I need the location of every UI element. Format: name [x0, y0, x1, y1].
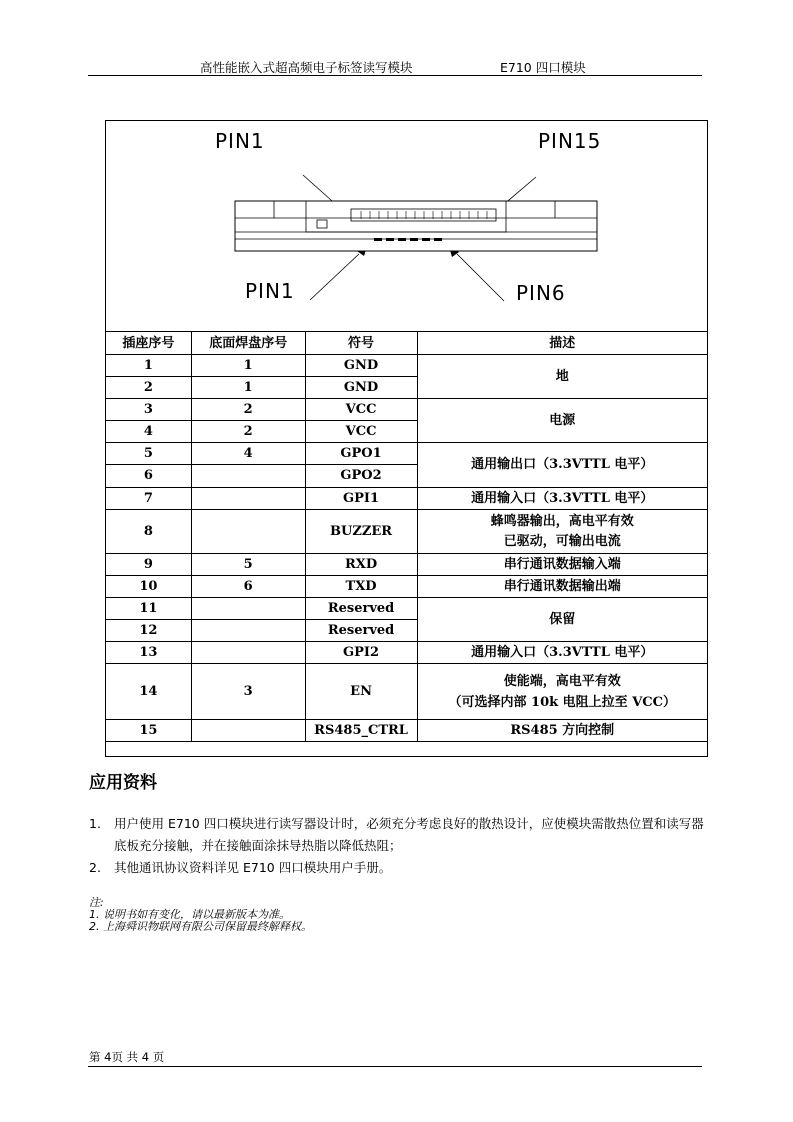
list-item [89, 857, 709, 879]
table-row [106, 399, 708, 421]
cell-description: 通用输入口（3.3VTTL 电平） [417, 642, 707, 664]
cell-pad: 2 [191, 399, 305, 421]
en-desc-line2: （可选择内部 10k 电阻上拉至 VCC） [448, 694, 676, 710]
cell-pad [191, 598, 305, 620]
cell-description: 通用输出口（3.3VTTL 电平） [417, 443, 707, 488]
connector-body [235, 201, 597, 251]
cell-symbol: GPO2 [305, 465, 417, 488]
cell-pad [191, 510, 305, 554]
cell-description: RS485 方向控制 [417, 720, 707, 742]
label-pin6-bottom: PIN6 [516, 281, 566, 305]
en-desc-line1: 使能端，高电平有效 [503, 673, 621, 689]
cell-pad [191, 642, 305, 664]
table-row [106, 487, 708, 510]
cell-pad: 3 [191, 664, 305, 720]
list-item-text: 用户使用 E710 四口模块进行读写器设计时，必须充分考虑良好的散热设计，应使模块需散热位置和读写器底板充分接触，并在接触面涂抹导热脂以降低热阻； [114, 816, 704, 853]
cell-symbol: GPO1 [305, 443, 417, 465]
cell-socket: 13 [106, 642, 192, 664]
cell-description: 电源 [417, 399, 707, 443]
cell-pad: 1 [191, 355, 305, 377]
cell-symbol: GND [305, 355, 417, 377]
cell-symbol: Reserved [305, 598, 417, 620]
label-pin1-bottom: PIN1 [245, 279, 295, 303]
buzzer-desc-line2: 已驱动，可输出电流 [503, 533, 621, 549]
cell-socket: 5 [106, 443, 192, 465]
cell-symbol: GPI1 [305, 487, 417, 510]
cell-pad [191, 720, 305, 742]
table-row [106, 510, 708, 554]
cell-pad: 1 [191, 377, 305, 399]
cell-socket: 3 [106, 399, 192, 421]
cell-socket: 12 [106, 620, 192, 642]
cell-symbol: RXD [305, 554, 417, 576]
cell-socket: 15 [106, 720, 192, 742]
connector-diagram [106, 121, 709, 331]
table-row [106, 720, 708, 742]
cell-socket: 1 [106, 355, 192, 377]
cell-socket: 14 [106, 664, 192, 720]
cell-socket: 11 [106, 598, 192, 620]
pin-table [105, 331, 708, 742]
cell-pad [191, 487, 305, 510]
cell-description: 地 [417, 355, 707, 399]
list-item-number: 2. [89, 860, 101, 875]
table-row [106, 554, 708, 576]
leader-bottom-left [310, 254, 359, 300]
cell-socket: 4 [106, 421, 192, 443]
list-item-number: 1. [89, 816, 101, 831]
cell-symbol: EN [305, 664, 417, 720]
table-header-row [106, 332, 708, 355]
cell-symbol: VCC [305, 421, 417, 443]
cell-symbol: VCC [305, 399, 417, 421]
cell-socket: 7 [106, 487, 192, 510]
header-divider [88, 75, 702, 76]
col-header-socket: 插座序号 [106, 332, 192, 355]
buzzer-desc-line1: 蜂鸣器输出，高电平有效 [490, 513, 634, 529]
table-row [106, 576, 708, 598]
pinout-box [105, 120, 708, 757]
cell-symbol: RS485_CTRL [305, 720, 417, 742]
header-title: 高性能嵌入式超高频电子标签读写模块 [200, 60, 413, 75]
cell-pad: 5 [191, 554, 305, 576]
notes-title: 注: [89, 896, 104, 909]
leader-bottom-right [457, 254, 504, 301]
notes [89, 897, 312, 933]
cell-description [417, 664, 707, 720]
label-pin15-top: PIN15 [538, 129, 602, 153]
cell-pad [191, 620, 305, 642]
label-pin1-top: PIN1 [215, 129, 265, 153]
table-row [106, 598, 708, 620]
list-item [89, 813, 709, 857]
cell-socket: 2 [106, 377, 192, 399]
table-row [106, 443, 708, 465]
application-notes-list [89, 813, 709, 879]
col-header-pad: 底面焊盘序号 [191, 332, 305, 355]
cell-socket: 10 [106, 576, 192, 598]
table-row [106, 642, 708, 664]
cell-symbol: BUZZER [305, 510, 417, 554]
cell-pad: 4 [191, 443, 305, 465]
table-row [106, 355, 708, 377]
footer-divider [88, 1066, 702, 1067]
col-header-symbol: 符号 [305, 332, 417, 355]
col-header-description: 描述 [417, 332, 707, 355]
cell-symbol: TXD [305, 576, 417, 598]
cell-description [417, 510, 707, 554]
table-row [106, 664, 708, 720]
cell-description: 串行通讯数据输入端 [417, 554, 707, 576]
cell-symbol: GPI2 [305, 642, 417, 664]
cell-description: 通用输入口（3.3VTTL 电平） [417, 487, 707, 510]
cell-description: 保留 [417, 598, 707, 642]
cell-description: 串行通讯数据输出端 [417, 576, 707, 598]
cell-symbol: GND [305, 377, 417, 399]
cell-socket: 8 [106, 510, 192, 554]
cell-pad [191, 465, 305, 488]
section-title: 应用资料 [89, 773, 157, 793]
note-item: 2. 上海舜识物联网有限公司保留最终解释权。 [89, 920, 312, 933]
cell-socket: 9 [106, 554, 192, 576]
cell-socket: 6 [106, 465, 192, 488]
note-item: 1. 说明书如有变化，请以最新版本为准。 [89, 908, 290, 921]
cell-symbol: Reserved [305, 620, 417, 642]
cell-pad: 6 [191, 576, 305, 598]
list-item-text: 其他通讯协议资料详见 E710 四口模块用户手册。 [114, 860, 392, 875]
footer-page-number: 第 4页 共 4 页 [89, 1050, 165, 1064]
header-model: E710 四口模块 [500, 60, 586, 75]
cell-pad: 2 [191, 421, 305, 443]
